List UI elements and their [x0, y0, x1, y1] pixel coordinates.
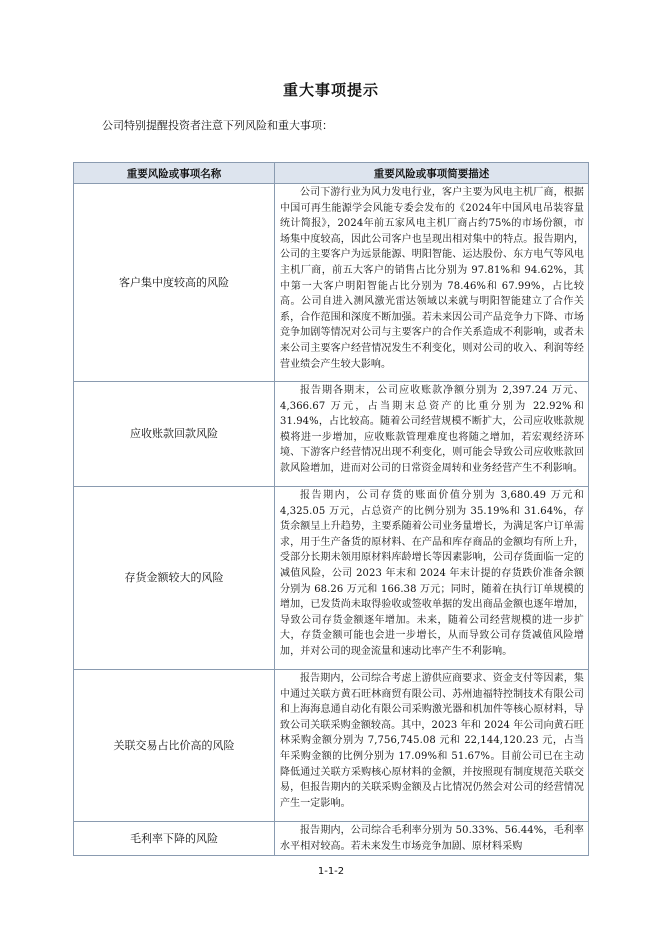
page-number: 1-1-2 [317, 866, 345, 877]
risk-description: 报告期内，公司综合考虑上游供应商要求、资金支付等因素，集中通过关联方黄石旺林商贸有限公司、苏州迪福特控制技术有限公司和上海海息通自动化有限公司采购激光器和机加件等核心原材料，导致公司关联采购金额较高。其中，2023 年和 2024 年公司向黄石旺林采购金额分别为 7,756,745.08 元和 22,144,120.23 元，占当年采购金额的比例分别为 17.09%和 51.67%。目前公司已在主动降低通过关联方采购核心原材料的金额，并按照现有制度规范关联交易，但报告期内的关联采购金额及占比情况仍然会对公司的经营情况产生一定影响。 [275, 670, 589, 822]
table-row [74, 670, 589, 822]
risk-description: 公司下游行业为风力发电行业，客户主要为风电主机厂商，根据中国可再生能源学会风能专委会发布的《2024年中国风电吊装容量统计简报》，2024年前五家风电主机厂商占约75%的市场份额，市场集中度较高，因此公司客户也呈现出相对集中的特点。报告期内，公司的主要客户为远景能源、明阳智能、运达股份、东方电气等风电主机厂商，前五大客户的销售占比分别为 97.81%和 94.62%，其中第一大客户明阳智能占比分别为 78.46%和 67.99%，占比较高。公司自进入测风激光雷达领域以来就与明阳智能建立了合作关系，合作范围和深度不断加强。若未来因公司产品竞争力下降、市场竞争加剧等情况对公司与主要客户的合作关系造成不利影响，或者未来公司主要客户经营情况发生不利变化，则对公司的收入、利润等经营业绩会产生较大影响。 [275, 184, 589, 382]
table-row [74, 487, 589, 670]
risk-description: 报告期各期末，公司应收账款净额分别为 2,397.24 万元、4,366.67 万元，占当期末总资产的比重分别为 22.92%和 31.94%，占比较高。随着公司经营规模不断扩大，公司应收账款规模将进一步增加，应收账款管理难度也将随之增加，若宏观经济环境、下游客户经营情况出现不利变化，则可能会导致公司应收账款回款风险增加，进而对公司的日常资金周转和业务经营产生不利影响。 [275, 382, 589, 487]
risk-description: 报告期内，公司综合毛利率分别为 50.33%、56.44%，毛利率水平相对较高。若未来发生市场竞争加剧、原材料采购 [275, 822, 589, 856]
table-header-row [74, 163, 589, 184]
risk-name: 关联交易占比价高的风险 [74, 670, 275, 822]
table-row [74, 184, 589, 382]
risk-table [73, 162, 589, 856]
header-risk-name: 重要风险或事项名称 [74, 163, 275, 184]
table-row [74, 382, 589, 487]
risk-name: 客户集中度较高的风险 [74, 184, 275, 382]
risk-name: 存货金额较大的风险 [74, 487, 275, 670]
page-title: 重大事项提示 [282, 81, 379, 99]
table-row [74, 822, 589, 856]
risk-description: 报告期内，公司存货的账面价值分别为 3,680.49 万元和 4,325.05 万元，占总资产的比例分别为 35.19%和 31.64%，存货余额呈上升趋势，主要系随着公司业务量增长，为满足客户订单需求，用于生产备货的原材料、在产品和库存商品的金额均有所上升，受部分长期未领用原材料库龄增长等因素影响，公司存货面临一定的减值风险，公司 2023 年末和 2024 年末计提的存货跌价准备余额分别为 68.26 万元和 166.38 万元；同时，随着在执行订单规模的增加，已发货尚未取得验收或签收单据的发出商品金额也逐年增加，导致公司存货金额逐年增加。未来，随着公司经营规模的进一步扩大，存货金额可能也会进一步增长，从而导致公司存货减值风险增加，并对公司的现金流量和速动比率产生不利影响。 [275, 487, 589, 670]
risk-name: 应收账款回款风险 [74, 382, 275, 487]
header-risk-description: 重要风险或事项简要描述 [275, 163, 589, 184]
risk-name: 毛利率下降的风险 [74, 822, 275, 856]
intro-text: 公司特别提醒投资者注意下列风险和重大事项： [102, 119, 333, 132]
